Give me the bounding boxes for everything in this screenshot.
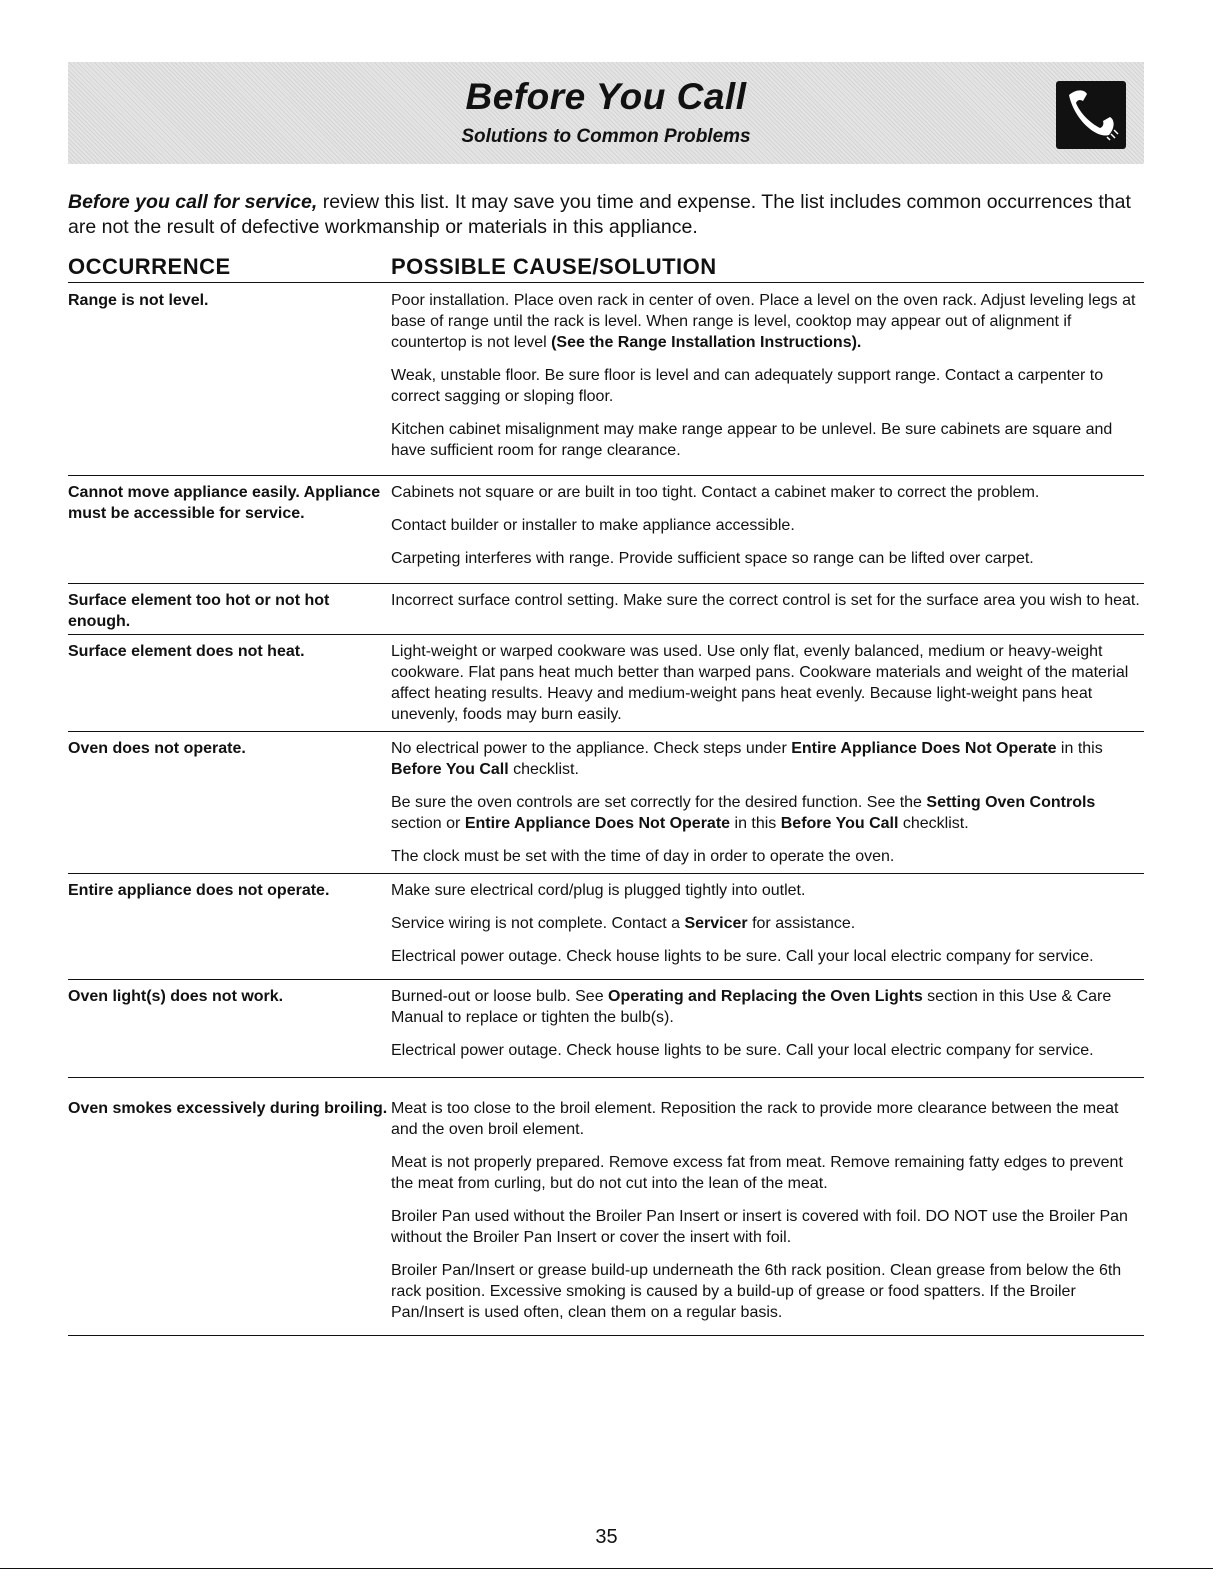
occurrence-text: Cannot move appliance easily. Appliance must be accessible for service. — [68, 484, 381, 522]
occurrence-text: Oven does not operate. — [68, 740, 246, 757]
solution-text: Be sure the oven controls are set correctly for the desired function. See the Setting Oven Controls section or Entire Appliance Does Not Operate in this Before You Call checklist. — [391, 794, 1096, 832]
solution-text: Broiler Pan used without the Broiler Pan Insert or insert is covered with foil. DO NOT use the Broiler Pan without the Broiler Pan Insert or cover the insert with foil. — [391, 1208, 1128, 1246]
header-banner — [68, 62, 1144, 164]
solution-text: Meat is not properly prepared. Remove excess fat from meat. Remove remaining fatty edges to prevent the meat from curling, but do not cut into the lean of the meat. — [391, 1154, 1123, 1192]
solution-column-header: POSSIBLE CAUSE/SOLUTION — [391, 254, 717, 279]
occurrence-cell — [68, 290, 391, 465]
solution-text: Service wiring is not complete. Contact a Servicer for assistance. — [391, 915, 856, 932]
intro-paragraph — [68, 190, 1148, 240]
solution-cell — [391, 590, 1144, 632]
solution-cell — [391, 290, 1144, 465]
occurrence-cell — [68, 641, 391, 729]
table-row — [68, 1078, 1144, 1336]
occurrence-text: Oven smokes excessively during broiling. — [68, 1100, 388, 1117]
solution-cell — [391, 738, 1144, 871]
solution-cell — [391, 880, 1144, 971]
solution-text: No electrical power to the appliance. Check steps under Entire Appliance Does Not Operate in this Before You Call checklist. — [391, 740, 1103, 778]
table-row — [68, 635, 1144, 732]
solution-text: Incorrect surface control setting. Make sure the correct control is set for the surface area you wish to heat. — [391, 592, 1140, 609]
page-number: 35 — [595, 1526, 618, 1548]
solution-text: Electrical power outage. Check house lights to be sure. Call your local electric company for service. — [391, 948, 1094, 965]
table-row — [68, 980, 1144, 1078]
solution-text: Kitchen cabinet misalignment may make range appear to be unlevel. Be sure cabinets are square and have sufficient room for range clearance. — [391, 421, 1113, 459]
troubleshooting-table — [68, 284, 1144, 1336]
solution-text: Electrical power outage. Check house lights to be sure. Call your local electric company for service. — [391, 1042, 1094, 1059]
table-row — [68, 732, 1144, 874]
occurrence-cell — [68, 880, 391, 971]
telephone-icon — [1056, 81, 1126, 149]
solution-cell — [391, 482, 1144, 573]
occurrence-text: Oven light(s) does not work. — [68, 988, 284, 1005]
solution-text: The clock must be set with the time of day in order to operate the oven. — [391, 848, 895, 865]
table-row — [68, 584, 1144, 635]
page-bottom-rule — [0, 1568, 1213, 1569]
occurrence-text: Entire appliance does not operate. — [68, 882, 330, 899]
intro-text: review this list. It may save you time and expense. The list includes common occurrences that are not the result of defective workmanship or materials in this appliance. — [68, 191, 1131, 238]
page-title: Before You Call — [465, 76, 747, 117]
table-row — [68, 874, 1144, 980]
occurrence-text: Surface element too hot or not hot enough. — [68, 592, 330, 630]
occurrence-cell — [68, 482, 391, 573]
occurrence-text: Surface element does not heat. — [68, 643, 305, 660]
solution-text: Make sure electrical cord/plug is plugged tightly into outlet. — [391, 882, 806, 899]
occurrence-text: Range is not level. — [68, 292, 209, 309]
solution-text: Poor installation. Place oven rack in center of oven. Place a level on the oven rack. Adjust leveling legs at base of range until the rack is level. When range is level, cooktop may appear out of alignment if countertop is not level (See the Range Installation Instructions). — [391, 292, 1136, 351]
solution-text: Carpeting interferes with range. Provide sufficient space so range can be lifted over carpet. — [391, 550, 1034, 567]
table-row — [68, 284, 1144, 476]
solution-text: Light-weight or warped cookware was used. Use only flat, evenly balanced, medium or heavy-weight cookware. Flat pans heat much better than warped pans. Cookware materials and weight of the material affect heating results. Heavy and medium-weight pans heat evenly. Because light-weight pans heat unevenly, foods may burn easily. — [391, 643, 1129, 723]
solution-cell — [391, 641, 1144, 729]
solution-text: Contact builder or installer to make appliance accessible. — [391, 517, 795, 534]
solution-cell — [391, 1098, 1144, 1327]
table-row — [68, 476, 1144, 584]
occurrence-cell — [68, 590, 391, 632]
occurrence-cell — [68, 738, 391, 871]
solution-text: Broiler Pan/Insert or grease build-up underneath the 6th rack position. Clean grease from below the 6th rack position. Excessive smoking is caused by a build-up of grease or food spatters. If the Broiler Pan/Insert is used often, clean them on a regular basis. — [391, 1262, 1122, 1321]
solution-text: Weak, unstable floor. Be sure floor is level and can adequately support range. Contact a carpenter to correct sagging or sloping floor. — [391, 367, 1104, 405]
occurrence-cell — [68, 1098, 391, 1327]
solution-text: Burned-out or loose bulb. See Operating and Replacing the Oven Lights section in this Use & Care Manual to replace or tighten the bulb(s). — [391, 988, 1112, 1026]
occurrence-cell — [68, 986, 391, 1065]
header-divider — [68, 282, 1144, 283]
solution-cell — [391, 986, 1144, 1065]
solution-text: Cabinets not square or are built in too tight. Contact a cabinet maker to correct the problem. — [391, 484, 1040, 501]
occurrence-column-header: OCCURRENCE — [68, 254, 231, 279]
page-subtitle: Solutions to Common Problems — [461, 126, 751, 147]
intro-lead: Before you call for service, — [68, 191, 318, 213]
solution-text: Meat is too close to the broil element. Reposition the rack to provide more clearance between the meat and the oven broil element. — [391, 1100, 1119, 1138]
